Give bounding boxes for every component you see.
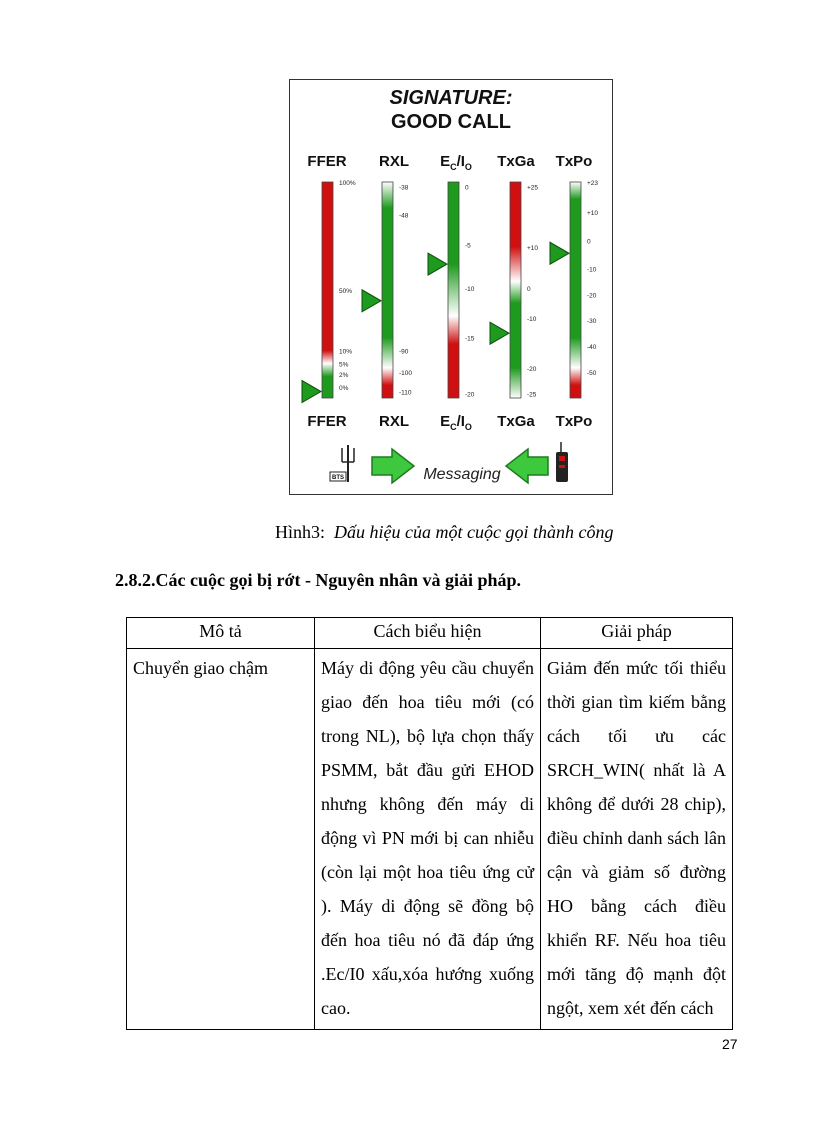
meter-indicator-2 (428, 253, 447, 275)
meter-label-top-1: RXL (379, 153, 409, 170)
meter-tick-label: -38 (399, 184, 409, 192)
meter-tick-label: 0% (339, 385, 349, 393)
page-number: 27 (722, 1036, 738, 1052)
meter-tick-label: -48 (399, 212, 409, 220)
table-row (127, 649, 733, 1030)
signature-chart (290, 80, 612, 494)
meter-tick-label: +10 (587, 210, 599, 218)
meter-tick-label: -20 (587, 292, 597, 300)
meter-tick-label: -5 (465, 242, 471, 250)
meter-tick-label: -10 (587, 266, 597, 274)
meter-bar-1 (382, 182, 393, 398)
header-manifestation: Cách biểu hiện (315, 618, 541, 649)
meter-label-bottom-1: RXL (379, 413, 409, 430)
header-solution: Giải pháp (541, 618, 733, 649)
meter-label-top-2: $E_C/I_O$ (440, 153, 472, 172)
meter-tick-label: -40 (587, 344, 597, 352)
meter-tick-label: +25 (527, 184, 539, 192)
meter-tick-label: 0 (527, 285, 531, 293)
meter-tick-label: -50 (587, 370, 597, 378)
meter-tick-label: -30 (587, 318, 597, 326)
header-description: Mô tả (127, 618, 315, 649)
meter-label-top-3: TxGa (497, 153, 535, 170)
meter-bar-4 (570, 182, 581, 398)
meter-tick-label: -15 (465, 335, 475, 343)
meter-tick-label: -90 (399, 348, 409, 356)
meter-indicator-1 (362, 290, 381, 312)
section-heading: 2.8.2.Các cuộc gọi bị rớt - Nguyên nhân và giải pháp. (115, 570, 522, 590)
bts-label: BTS (332, 475, 344, 481)
meter-indicator-0 (302, 381, 321, 403)
meter-bar-0 (322, 182, 333, 398)
meter-label-bottom-4: TxPo (555, 413, 593, 430)
meter-tick-label: 2% (339, 372, 349, 380)
meter-label-bottom-2: $E_C/I_O$ (440, 413, 472, 432)
meter-bar-2 (448, 182, 459, 398)
cell-description: Chuyển giao chậm (127, 649, 315, 1030)
signature-figure (289, 79, 613, 495)
meter-tick-label: -10 (465, 285, 475, 293)
meter-label-top-4: TxPo (555, 153, 593, 170)
mobile-phone-icon (556, 442, 568, 482)
bts-tower-icon (330, 445, 354, 482)
meter-tick-label: -20 (527, 365, 537, 373)
meter-tick-label: -20 (465, 391, 475, 399)
meter-tick-label: 50% (339, 288, 353, 295)
messaging-label: Messaging (423, 466, 501, 483)
caption-prefix: Hình3: (275, 522, 326, 542)
meter-label-top-0: FFER (307, 153, 347, 170)
cell-manifestation: Máy di động yêu cầu chuyển giao đến hoa tiêu mới (có trong NL), bộ lựa chọn thấy PSMM, bắt đầu gửi EHOD nhưng không đến máy di động vì PN mới bị can nhiễu (còn lại một hoa tiêu ứng cử ). Máy di động sẽ đồng bộ đến hoa tiêu nó đã đáp ứng .Ec/I0 xấu,xóa hướng xuống cao. (315, 649, 541, 1030)
meter-tick-label: 0 (587, 238, 591, 246)
uplink-arrow-icon (372, 449, 414, 483)
meter-label-bottom-0: FFER (307, 413, 347, 430)
figure-title-line2: GOOD CALL (391, 111, 511, 133)
meter-tick-label: -25 (527, 391, 537, 399)
downlink-arrow-icon (506, 449, 548, 483)
meter-tick-label: -100 (399, 370, 413, 378)
table-header-row (127, 618, 733, 649)
meter-tick-label: 5% (339, 361, 349, 369)
cell-solution: Giảm đến mức tối thiểu thời gian tìm kiếm bằng cách tối ưu các SRCH_WIN( nhất là A không để dưới 28 chip), điều chỉnh danh sách lân cận và giảm số đường HO bằng cách điều khiển RF. Nếu hoa tiêu mới tăng độ mạnh đột ngột, xem xét đến cách (541, 649, 733, 1030)
meter-indicator-4 (550, 242, 569, 264)
meter-tick-label: -10 (527, 316, 537, 324)
meter-tick-label: 100% (339, 180, 356, 187)
meter-label-bottom-3: TxGa (497, 413, 535, 430)
figure-caption (275, 522, 613, 543)
dropped-calls-table (126, 617, 733, 1030)
meter-tick-label: 10% (339, 348, 353, 356)
meter-bar-3 (510, 182, 521, 398)
meter-tick-label: +10 (527, 244, 539, 252)
meters-group (302, 153, 598, 432)
meter-tick-label: +23 (587, 180, 599, 187)
meter-indicator-3 (490, 322, 509, 344)
meter-tick-label: 0 (465, 184, 469, 192)
figure-title-line1: SIGNATURE: (389, 87, 513, 109)
caption-text: Dấu hiệu của một cuộc gọi thành công (334, 522, 614, 542)
meter-tick-label: -110 (399, 389, 412, 397)
